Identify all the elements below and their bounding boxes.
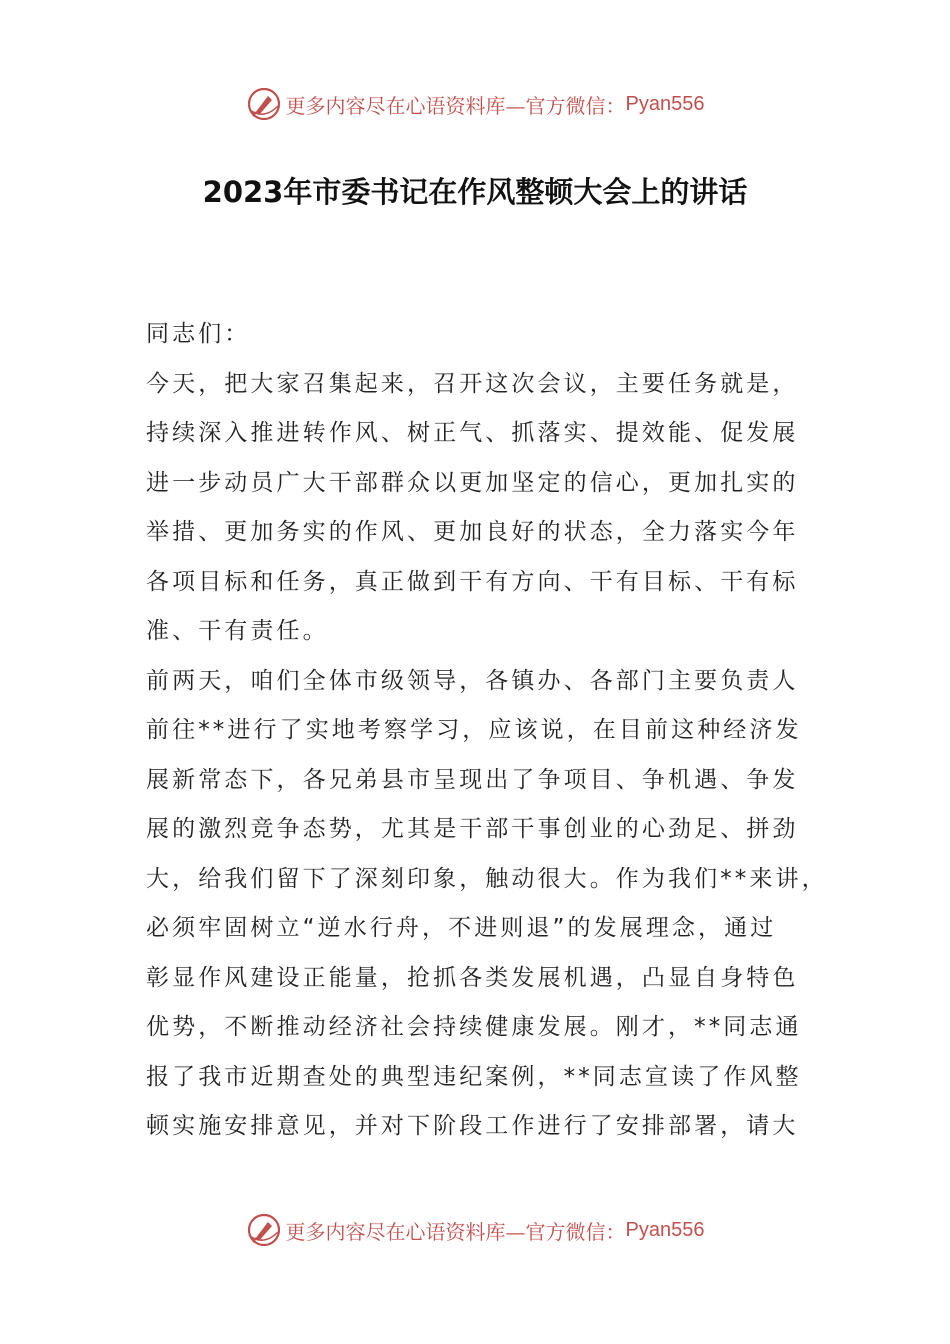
body-line: 展新常态下，各兄弟县市呈现出了争项目、争机遇、争发: [146, 766, 799, 793]
body-line: 持续深入推进转作风、树正气、抓落实、提效能、促发展: [146, 420, 799, 446]
body-line: 顿实施安排意见，并对下阶段工作进行了安排部署，请大: [146, 1113, 799, 1139]
footer-watermark-text: 更多内容尽在心语资料库—官方微信：: [285, 1219, 626, 1244]
body-line: 各项目标和任务，真正做到干有方向、干有目标、干有标: [146, 568, 799, 595]
footer-watermark-banner: [0, 1210, 950, 1250]
body-line: 前两天，咱们全体市级领导，各镇办、各部门主要负责人: [146, 667, 799, 694]
body-line: 进一步动员广大干部群众以更加坚定的信心，更加扎实的: [146, 469, 799, 496]
document-title: 2023年市委书记在作风整顿大会上的讲话: [202, 175, 748, 209]
header-watermark-text: 更多内容尽在心语资料库—官方微信：: [285, 93, 626, 118]
body-line: 今天，把大家召集起来，召开这次会议，主要任务就是，: [146, 370, 799, 397]
body-line: 举措、更加务实的作风、更加良好的状态，全力落实今年: [146, 519, 799, 545]
body-line: 大，给我们留下了深刻印象，触动很大。作为我们**来讲，: [146, 865, 828, 892]
pen-nib-logo-icon: [246, 1212, 282, 1248]
body-line: 优势，不断推动经济社会持续健康发展。刚才，**同志通: [146, 1014, 802, 1040]
body-line: 彰显作风建设正能量，抢抓各类发展机遇，凸显自身特色: [146, 964, 799, 991]
header-watermark-handle: Pyan556: [625, 92, 705, 115]
header-watermark-banner: [0, 84, 950, 124]
body-line: 前往**进行了实地考察学习，应该说，在目前这种经济发: [146, 717, 802, 743]
body-line: 展的激烈竞争态势，尤其是干部干事创业的心劲足、拼劲: [146, 816, 799, 842]
body-line: 准、干有责任。: [146, 618, 329, 644]
pen-nib-logo-icon: [246, 86, 282, 122]
body-line: 同志们：: [146, 321, 251, 347]
body-line: 报了我市近期查处的典型违纪案例，**同志宣读了作风整: [146, 1063, 802, 1090]
footer-watermark-handle: Pyan556: [625, 1218, 705, 1241]
document-body: [146, 318, 826, 1160]
body-line: 必须牢固树立“逆水行舟，不进则退”的发展理念，通过: [146, 915, 777, 941]
